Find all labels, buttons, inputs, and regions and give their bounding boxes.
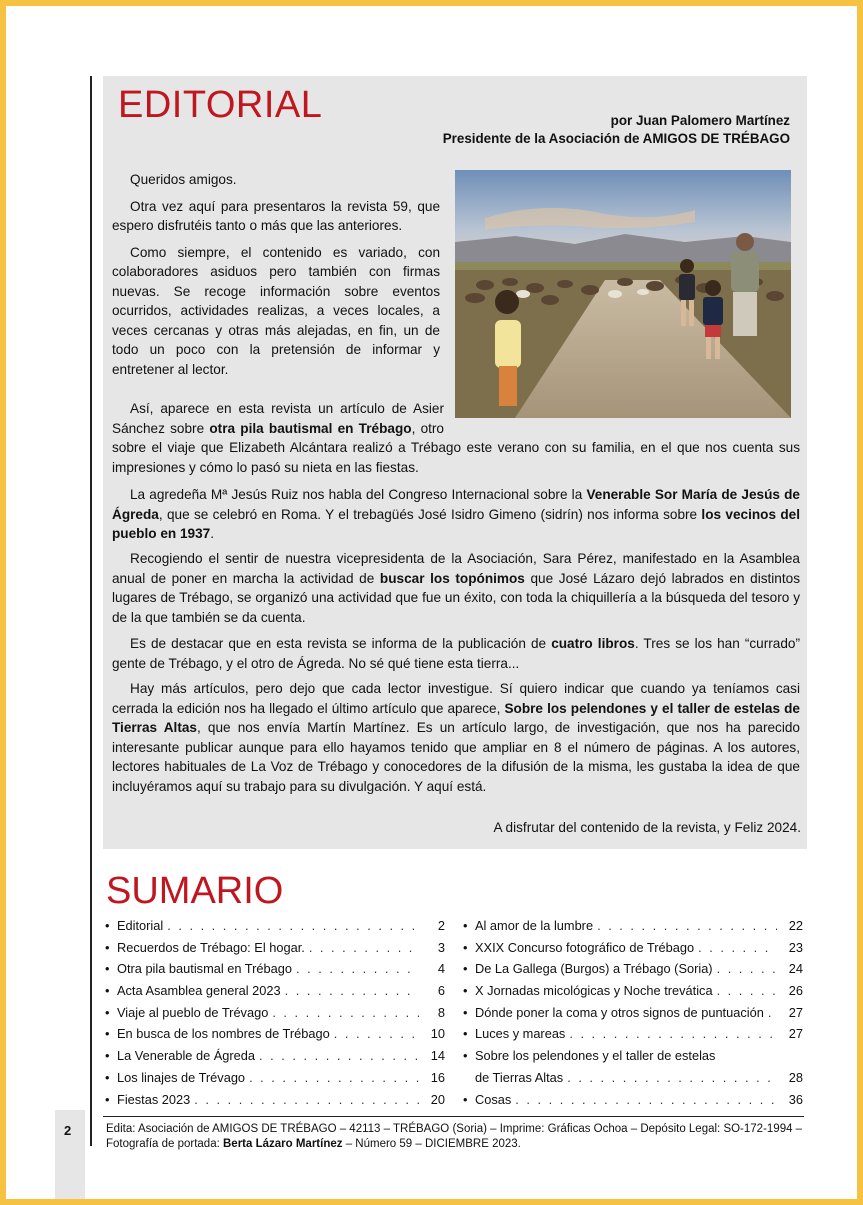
toponyms-paragraph	[112, 549, 800, 627]
toc-label: Editorial	[117, 918, 164, 933]
toc-label: Sobre los pelendones y el taller de estelas	[475, 1048, 716, 1064]
toc-label: de Tierras Altas	[475, 1069, 564, 1085]
bullet: •	[463, 1091, 468, 1107]
bullet: •	[463, 918, 468, 933]
books-text-c: . Tres se los han “currado” gente de Trébago, y el otro de Ágreda. No sé qué tiene esta tierra...	[112, 636, 800, 671]
bullet: •	[105, 983, 110, 999]
last-article-text-c: , que nos envía Martín Martínez. Es un artículo largo, de investigación, que nos ha parecido interesante publicar aunque para ello hayamos tenido que ampliar en 8 el número de páginas. A los autores, lectores habituales de La Voz de Trébago y conocedores de la difusión de la misma, les gustaba la idea de que incluyéramos aquí su trabajo para su divulgación. Y aquí está.	[112, 720, 800, 794]
bullet: •	[463, 961, 468, 977]
toc-label: X Jornadas micológicas y Noche trevática	[475, 983, 713, 999]
greeting-paragraph: Queridos amigos.	[130, 172, 237, 187]
credits-text-c: – Número 59 – DICIEMBRE 2023.	[342, 1138, 521, 1150]
toc-page: 20	[430, 1091, 445, 1107]
last-article-text-a: Hay más artículos, pero dejo que cada lector investigue. Sí quiero indicar que cuando ya teníamos casi cerrada la edición nos ha llegado el último artículo que aparece,	[112, 681, 800, 716]
editorial-column-text	[112, 170, 440, 386]
byline-role: Presidente de la Asociación de AMIGOS DE TRÉBAGO	[442, 131, 790, 146]
leader-dots	[717, 983, 777, 998]
byline	[443, 112, 790, 148]
toc-item[interactable]	[463, 1048, 803, 1070]
toc-item[interactable]	[105, 1005, 445, 1027]
toc-label: Viaje al pueblo de Trévago	[117, 1004, 269, 1020]
toc-label: Recuerdos de Trébago: El hogar.	[117, 939, 305, 955]
margin-rule	[90, 76, 92, 1146]
toc-item[interactable]	[463, 1070, 803, 1092]
bullet: •	[105, 918, 110, 933]
toc-item[interactable]	[463, 940, 803, 962]
page-number: 2	[64, 1123, 72, 1138]
toc-item[interactable]	[105, 1048, 445, 1070]
toponyms-text-a: Recogiendo el sentir de nuestra vicepresidenta de la Asociación, Sara Pérez, manifestado en la Asamblea anual de poner en marcha la actividad de	[112, 551, 800, 586]
bullet: •	[105, 1091, 110, 1107]
toc-page: 22	[788, 918, 803, 933]
toc-item[interactable]	[463, 918, 803, 940]
toc-page: 28	[788, 1069, 803, 1085]
articles-paragraph	[112, 399, 800, 477]
toc-item[interactable]	[463, 983, 803, 1005]
bullet: •	[463, 939, 468, 955]
toc-label: Los linajes de Trévago	[117, 1069, 246, 1085]
leader-dots	[194, 1092, 419, 1107]
toc-label: Al amor de la lumbre	[475, 918, 594, 933]
content-paragraph: Como siempre, el contenido es variado, con colaboradores asiduos pero también con firmas nuevas. Se recoge información sobre eventos ocurridos, actividades realizas, a veces locales, a veces cercanas y otras más alejadas, en fin, un de todo un poco con la pretensión de informar y entretener al lector.	[112, 244, 440, 377]
leader-dots	[717, 961, 777, 976]
neighbours-highlight: los vecinos del pueblo en 1937	[112, 506, 800, 541]
books-text-a: Es de destacar que en esta revista se informa de la publicación de	[130, 636, 552, 651]
toc-item[interactable]	[105, 1070, 445, 1092]
leader-dots	[167, 918, 419, 933]
toc-page: 14	[430, 1048, 445, 1064]
toc-label: La Venerable de Ágreda	[117, 1048, 256, 1064]
toc-page: 10	[430, 1026, 445, 1042]
toc-item[interactable]	[105, 961, 445, 983]
toc-label: Acta Asamblea general 2023	[117, 983, 281, 999]
last-article-paragraph	[112, 679, 800, 796]
toc-item[interactable]	[463, 1026, 803, 1048]
toc-item[interactable]	[463, 1092, 803, 1114]
congress-highlight: Venerable Sor María de Jesús de Ágreda	[112, 487, 800, 522]
toc-page: 2	[437, 918, 445, 933]
byline-author: por Juan Palomero Martínez	[610, 113, 790, 128]
leader-dots	[272, 1005, 419, 1020]
books-paragraph	[112, 634, 800, 673]
toc-label: Fiestas 2023	[117, 1091, 191, 1107]
congress-text-e: .	[210, 526, 214, 541]
toc-item[interactable]	[105, 1092, 445, 1114]
leader-dots	[698, 940, 777, 955]
toc-page: 27	[788, 1026, 803, 1042]
toc-page: 24	[788, 961, 803, 977]
leader-dots	[597, 918, 777, 933]
toc-label: Cosas	[475, 1091, 512, 1107]
toc-item[interactable]	[105, 983, 445, 1005]
toc-item[interactable]	[105, 940, 445, 962]
toc-item[interactable]	[105, 918, 445, 940]
bullet: •	[105, 1004, 110, 1020]
bullet: •	[105, 1026, 110, 1042]
bullet: •	[463, 983, 468, 999]
editorial-title: EDITORIAL	[118, 84, 323, 126]
photo-credit: Berta Lázaro Martínez	[223, 1138, 343, 1150]
toc-label: Otra pila bautismal en Trébago	[117, 961, 292, 977]
toponyms-highlight: buscar los topónimos	[379, 570, 525, 586]
congress-text-a: La agredeña Mª Jesús Ruiz nos habla del Congreso Internacional sobre la	[130, 487, 587, 502]
credits	[106, 1122, 806, 1152]
toc-page: 6	[437, 983, 445, 999]
bullet: •	[105, 1048, 110, 1064]
leader-dots	[285, 983, 419, 998]
toc-page: 36	[788, 1091, 803, 1107]
toc-page: 8	[437, 1004, 445, 1020]
articles-highlight: otra pila bautismal en Trébago	[209, 420, 412, 436]
toc-page: 27	[788, 1004, 803, 1020]
leader-dots	[569, 1026, 777, 1041]
articles-text-c: , otro sobre el viaje que Elizabeth Alcántara realizó a Trébago este verano con su familia, en el que nos cuenta sus impresiones y cómo lo pasó su nieta en las fiestas.	[112, 420, 800, 475]
bullet: •	[105, 961, 110, 977]
sumario-title: SUMARIO	[106, 870, 284, 912]
toc-label: De La Gallega (Burgos) a Trébago (Soria)	[475, 961, 713, 977]
congress-paragraph	[112, 485, 800, 544]
toc-page: 4	[437, 961, 445, 977]
books-highlight: cuatro libros	[551, 636, 635, 651]
footer-rule	[103, 1116, 804, 1117]
toc-right-column	[463, 918, 803, 1113]
leader-dots	[309, 940, 419, 955]
toc-item[interactable]	[463, 1005, 803, 1027]
leader-dots	[334, 1026, 419, 1041]
toc-label: XXIX Concurso fotográfico de Trébago	[475, 939, 695, 955]
editorial-photo	[455, 170, 791, 418]
toc-page: 23	[788, 939, 803, 955]
bullet: •	[105, 1069, 110, 1085]
leader-dots	[515, 1092, 777, 1107]
leader-dots	[567, 1070, 777, 1085]
toc-page: 16	[430, 1069, 445, 1085]
toponyms-text-c: que José Lázaro dejó labrados en distintos lugares de Trébago, se organizó una actividad que fue un éxito, con toda la chiquillería a la búsqueda del tesoro y de la que también se da cuenta.	[112, 570, 800, 625]
closing-line: A disfrutar del contenido de la revista, y Feliz 2024.	[493, 820, 801, 835]
last-article-highlight: Sobre los pelendones y el taller de estelas de Tierras Altas	[112, 700, 800, 735]
leader-dots	[768, 1005, 777, 1020]
credits-text-a: Edita: Asociación de AMIGOS DE TRÉBAGO – 42113 – TRÉBAGO (Soria) – Imprime: Gráficas Ochoa – Depósito Legal: SO-172-1994 – Fotografía de portada:	[106, 1123, 803, 1150]
intro-paragraph: Otra vez aquí para presentaros la revista 59, que espero disfrutéis tanto o más que las anteriores.	[112, 198, 440, 233]
leader-dots	[249, 1070, 419, 1085]
bullet: •	[463, 1004, 468, 1020]
photo-float-spacer	[444, 399, 800, 419]
congress-text-c: , que se celebró en Roma. Y el trebagüés José Isidro Gimeno (sidrín) nos informa sobre	[158, 506, 702, 522]
toc-item[interactable]	[105, 1026, 445, 1048]
toc-left-column	[105, 918, 445, 1113]
toc-label: Luces y mareas	[475, 1026, 566, 1042]
toc-item[interactable]	[463, 961, 803, 983]
bullet: •	[463, 1048, 468, 1064]
toc-label: En busca de los nombres de Trébago	[117, 1026, 330, 1042]
leader-dots	[259, 1048, 419, 1063]
toc-page: 26	[788, 983, 803, 999]
articles-text-a: Así, aparece en esta revista un artículo de Asier Sánchez sobre	[112, 401, 444, 436]
toc-page: 3	[437, 939, 445, 955]
bullet: •	[463, 1026, 468, 1042]
toc-label: Dónde poner la coma y otros signos de puntuación	[475, 1004, 764, 1020]
bullet: •	[105, 939, 110, 955]
leader-dots	[296, 961, 419, 976]
